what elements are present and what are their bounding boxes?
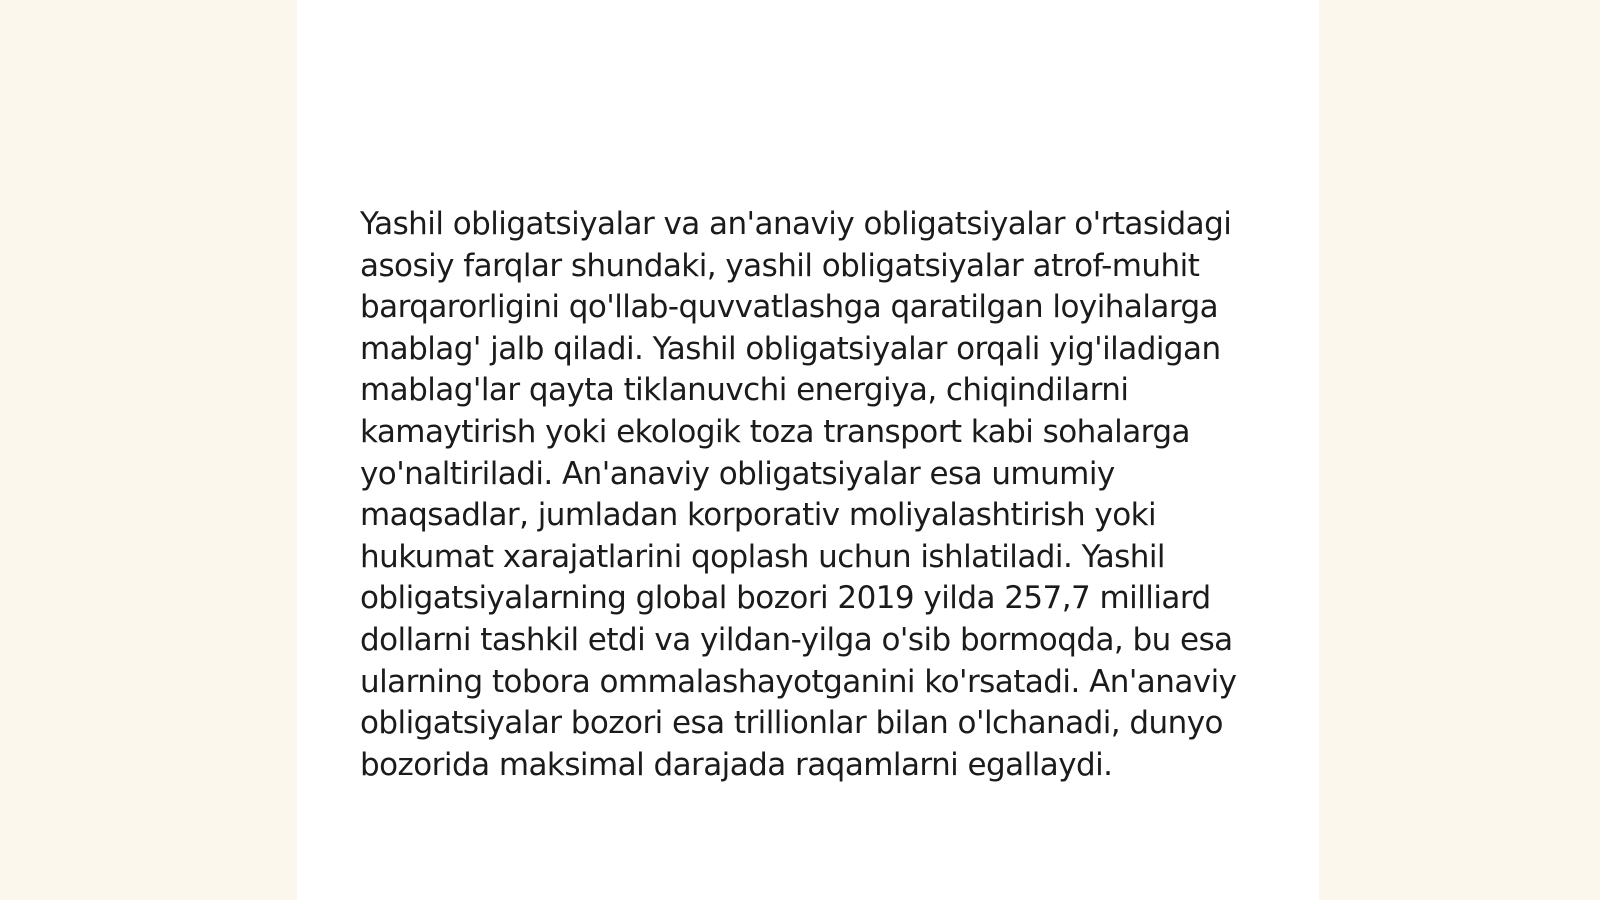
body-paragraph: Yashil obligatsiyalar va an'anaviy obligatsiyalar o'rtasidagi asosiy farqlar shundaki, yashil obligatsiyalar atrof-muhit barqarorligini qo'llab-quvvatlashga qaratilgan loyihalarga mablag' jalb qiladi. Yashil obligatsiyalar orqali yig'iladigan mablag'lar qayta tiklanuvchi energiya, chiqindilarni kamaytirish yoki ekologik toza transport kabi sohalarga yo'naltiriladi. An'anaviy obligatsiyalar esa umumiy maqsadlar, jumladan korporativ moliyalashtirish yoki hukumat xarajatlarini qoplash uchun ishlatiladi. Yashil obligatsiyalarning global bozori 2019 yilda 257,7 milliard dollarni tashkil etdi va yildan-yilga o'sib bormoqda, bu esa ularning tobora ommalashayotganini ko'rsatadi. An'anaviy obligatsiyalar bozori esa trillionlar bilan o'lchanadi, dunyo bozorida maksimal darajada raqamlarni egallaydi. (360, 206, 1237, 783)
document-page (297, 0, 1319, 900)
